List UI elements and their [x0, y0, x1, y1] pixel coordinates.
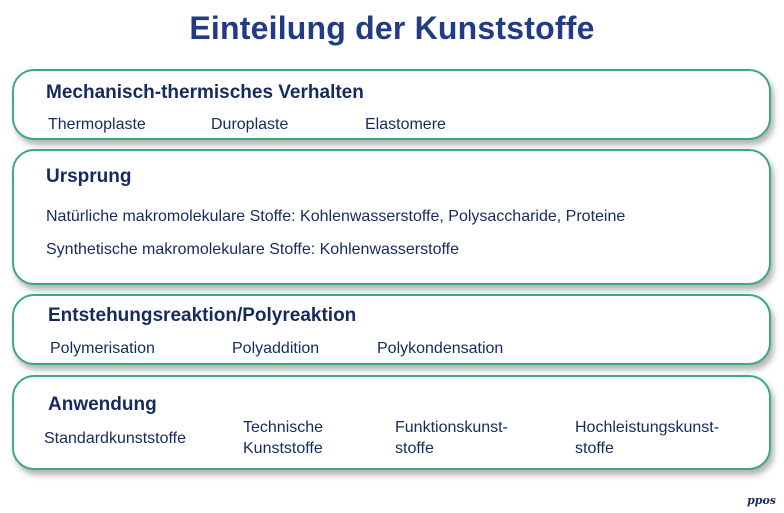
item-hochleistungskunststoffe	[575, 417, 719, 459]
item-polyaddition: Polyaddition	[232, 340, 320, 357]
item-standardkunststoffe	[44, 428, 186, 449]
section-reaction	[12, 294, 771, 365]
item-thermoplaste: Thermoplaste	[48, 116, 146, 133]
section-origin	[12, 149, 771, 285]
item-natural-macromolecular: Natürliche makromolekulare Stoffe: Kohlenwasserstoffe, Polysaccharide, Proteine	[46, 208, 626, 225]
section-heading-application: Anwendung	[48, 394, 157, 415]
item-funktionskunststoffe	[395, 417, 508, 459]
item-hochleistungskunststoffe-line2: stoffe	[575, 440, 614, 457]
item-funktionskunststoffe-line1: Funktionskunst-	[395, 419, 508, 436]
section-mechanical	[12, 69, 771, 140]
item-technische-kunststoffe	[243, 417, 323, 459]
section-heading-reaction: Entstehungsreaktion/Polyreaktion	[48, 305, 357, 326]
item-synthetic-macromolecular: Synthetische makromolekulare Stoffe: Kohlenwasserstoffe	[46, 241, 459, 258]
item-hochleistungskunststoffe-line1: Hochleistungskunst-	[575, 419, 720, 436]
item-polymerisation: Polymerisation	[50, 340, 155, 357]
section-heading-origin: Ursprung	[46, 166, 132, 187]
item-elastomere: Elastomere	[365, 116, 446, 133]
item-technische-kunststoffe-line1: Technische	[243, 419, 324, 436]
section-application	[12, 375, 771, 470]
section-heading-mechanical: Mechanisch-thermisches Verhalten	[46, 82, 364, 103]
watermark-logo: ppos	[747, 494, 776, 507]
item-standardkunststoffe-line1: Standardkunststoffe	[44, 430, 187, 447]
item-funktionskunststoffe-line2: stoffe	[395, 440, 434, 457]
item-polykondensation: Polykondensation	[377, 340, 504, 357]
page-title: Einteilung der Kunststoffe	[189, 10, 595, 46]
item-duroplaste: Duroplaste	[211, 116, 289, 133]
item-technische-kunststoffe-line2: Kunststoffe	[243, 440, 323, 457]
